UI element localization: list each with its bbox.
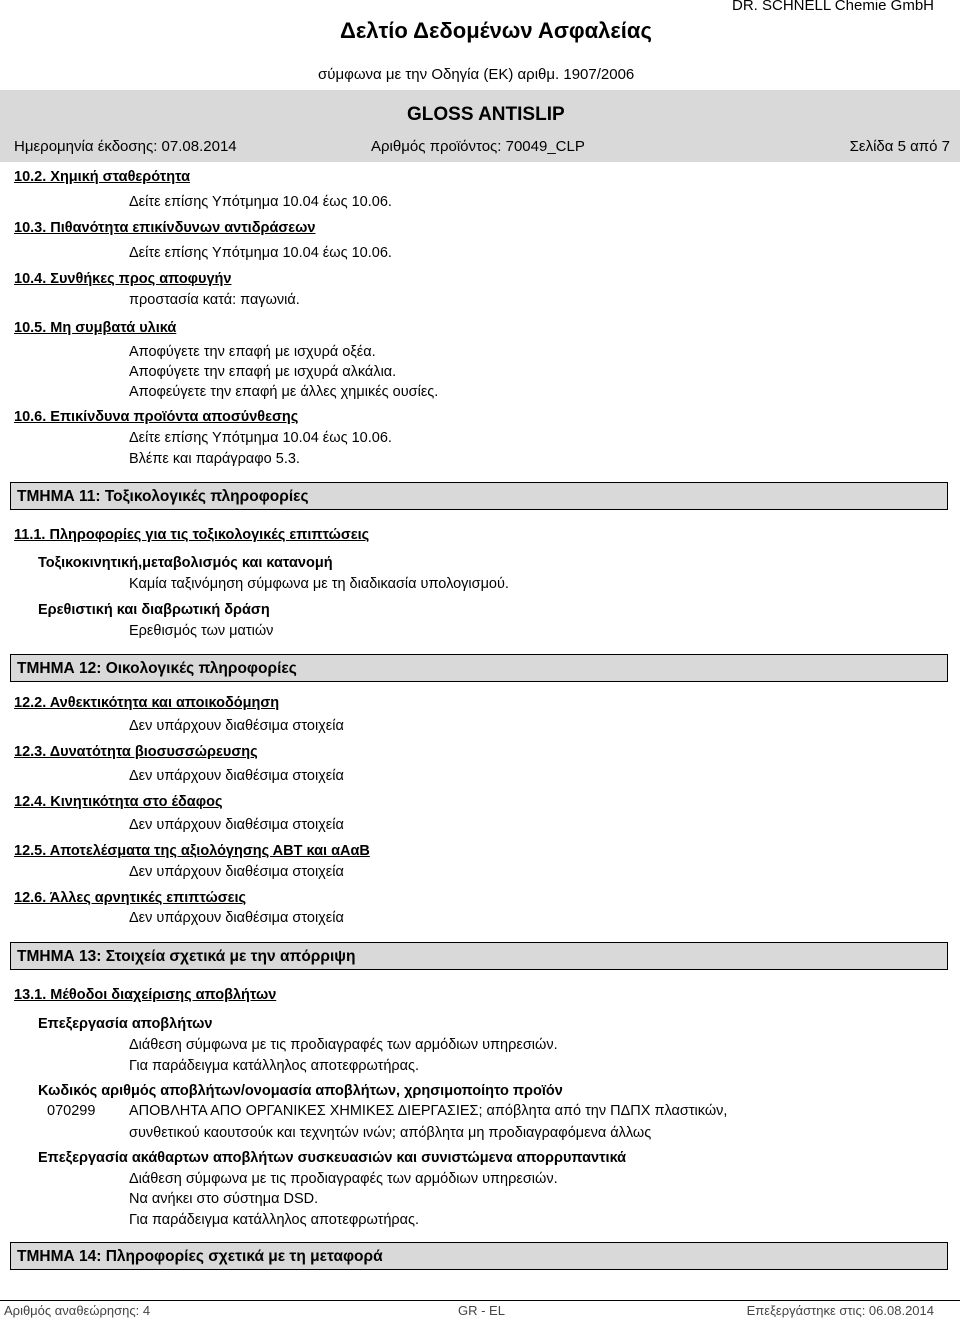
- waste-code-description-2: συνθετικού καουτσούκ και τεχνητών ινών; απόβλητα μη προδιαγραφόμενα άλλως: [129, 1125, 652, 1141]
- subsection-13-1-heading: 13.1. Μέθοδοι διαχείρισης αποβλήτων: [14, 987, 277, 1003]
- company-name: DR. SCHNELL Chemie GmbH: [732, 0, 934, 14]
- packaging-treatment-label: Επεξεργασία ακάθαρτων αποβλήτων συσκευασιών και συνιστώμενα απορρυπαντικά: [38, 1150, 627, 1166]
- section-11-bar: [10, 482, 948, 510]
- subsection-10-6-text-2: Βλέπε και παράγραφο 5.3.: [129, 451, 300, 467]
- waste-treatment-label: Επεξεργασία αποβλήτων: [38, 1016, 213, 1032]
- section-14-title: ΤΜΗΜΑ 14: Πληροφορίες σχετικά με τη μεταφορά: [17, 1248, 383, 1265]
- subsection-11-1-heading: 11.1. Πληροφορίες για τις τοξικολογικές επιπτώσεις: [14, 527, 370, 543]
- subsection-12-5-text: Δεν υπάρχουν διαθέσιμα στοιχεία: [129, 864, 344, 880]
- waste-code-description-1: ΑΠΟΒΛΗΤΑ ΑΠΟ ΟΡΓΑΝΙΚΕΣ ΧΗΜΙΚΕΣ ΔΙΕΡΓΑΣΙΕΣ; απόβλητα από την ΠΔΠΧ πλαστικών,: [129, 1103, 728, 1119]
- page-number: Σελίδα 5 από 7: [849, 138, 950, 155]
- language-code: GR - EL: [458, 1303, 505, 1318]
- subsection-10-5-text-2: Αποφύγετε την επαφή με ισχυρά αλκάλια.: [129, 364, 397, 380]
- subsection-12-3-text: Δεν υπάρχουν διαθέσιμα στοιχεία: [129, 768, 344, 784]
- subsection-12-6-text: Δεν υπάρχουν διαθέσιμα στοιχεία: [129, 910, 344, 926]
- section-14-bar: [10, 1242, 948, 1270]
- revision-number: Αριθμός αναθεώρησης: 4: [4, 1303, 151, 1318]
- subsection-10-3-heading: 10.3. Πιθανότητα επικίνδυνων αντιδράσεων: [14, 220, 316, 236]
- subsection-12-4-heading: 12.4. Κινητικότητα στο έδαφος: [14, 794, 223, 810]
- regulation-reference: σύμφωνα με την Οδηγία (ΕΚ) αριθμ. 1907/2006: [318, 66, 635, 83]
- irritation-label: Ερεθιστική και διαβρωτική δράση: [38, 602, 270, 618]
- product-name: GLOSS ANTISLIP: [407, 104, 565, 125]
- section-11-title: ΤΜΗΜΑ 11: Τοξικολογικές πληροφορίες: [17, 488, 309, 505]
- subsection-10-4-heading: 10.4. Συνθήκες προς αποφυγήν: [14, 271, 232, 287]
- subsection-10-5-text-1: Αποφύγετε την επαφή με ισχυρά οξέα.: [129, 344, 376, 360]
- packaging-treatment-text-2: Να ανήκει στο σύστημα DSD.: [129, 1191, 319, 1207]
- section-13-bar: [10, 942, 948, 970]
- section-12-title: ΤΜΗΜΑ 12: Οικολογικές πληροφορίες: [17, 660, 297, 677]
- irritation-text: Ερεθισμός των ματιών: [129, 623, 274, 639]
- packaging-treatment-text-3: Για παράδειγμα κατάλληλος αποτεφρωτήρας.: [129, 1212, 420, 1228]
- section-13-title: ΤΜΗΜΑ 13: Στοιχεία σχετικά με την απόρριψη: [17, 948, 356, 965]
- document-title: Δελτίο Δεδομένων Ασφαλείας: [340, 18, 652, 43]
- subsection-10-4-text: προστασία κατά: παγωνιά.: [129, 292, 300, 308]
- subsection-10-2-heading: 10.2. Χημική σταθερότητα: [14, 169, 191, 185]
- issue-date: Ημερομηνία έκδοσης: 07.08.2014: [14, 138, 237, 155]
- subsection-12-3-heading: 12.3. Δυνατότητα βιοσυσσώρευσης: [14, 744, 258, 760]
- subsection-10-2-text: Δείτε επίσης Υπότμημα 10.04 έως 10.06.: [129, 194, 392, 210]
- subsection-10-5-text-3: Αποφεύγετε την επαφή με άλλες χημικές ουσίες.: [129, 384, 439, 400]
- subsection-12-6-heading: 12.6. Άλλες αρνητικές επιπτώσεις: [14, 890, 247, 906]
- subsection-12-2-heading: 12.2. Ανθεκτικότητα και αποικοδόμηση: [14, 695, 280, 711]
- processed-date: Επεξεργάστηκε στις: 06.08.2014: [746, 1303, 934, 1318]
- subsection-10-3-text: Δείτε επίσης Υπότμημα 10.04 έως 10.06.: [129, 245, 392, 261]
- subsection-12-2-text: Δεν υπάρχουν διαθέσιμα στοιχεία: [129, 718, 344, 734]
- subsection-10-6-heading: 10.6. Επικίνδυνα προϊόντα αποσύνθεσης: [14, 409, 299, 425]
- section-12-bar: [10, 654, 948, 682]
- packaging-treatment-text-1: Διάθεση σύμφωνα με τις προδιαγραφές των αρμόδιων υπηρεσιών.: [129, 1171, 558, 1187]
- waste-code: 070299: [47, 1103, 96, 1119]
- subsection-12-4-text: Δεν υπάρχουν διαθέσιμα στοιχεία: [129, 817, 344, 833]
- toxicokinetics-text: Καμία ταξινόμηση σύμφωνα με τη διαδικασία υπολογισμού.: [129, 576, 509, 592]
- subsection-10-5-heading: 10.5. Μη συμβατά υλικά: [14, 320, 177, 336]
- waste-treatment-text-2: Για παράδειγμα κατάλληλος αποτεφρωτήρας.: [129, 1058, 420, 1074]
- subsection-12-5-heading: 12.5. Αποτελέσματα της αξιολόγησης ΑΒΤ και αΑαΒ: [14, 843, 370, 859]
- product-number: Αριθμός προϊόντος: 70049_CLP: [371, 138, 585, 155]
- waste-treatment-text-1: Διάθεση σύμφωνα με τις προδιαγραφές των αρμόδιων υπηρεσιών.: [129, 1037, 558, 1053]
- footer-divider: [0, 1300, 960, 1301]
- toxicokinetics-label: Τοξικοκινητική,μεταβολισμός και κατανομή: [38, 555, 333, 571]
- waste-code-label: Κωδικός αριθμός αποβλήτων/ονομασία αποβλήτων, χρησιμοποίητο προϊόν: [38, 1083, 563, 1099]
- subsection-10-6-text-1: Δείτε επίσης Υπότμημα 10.04 έως 10.06.: [129, 430, 392, 446]
